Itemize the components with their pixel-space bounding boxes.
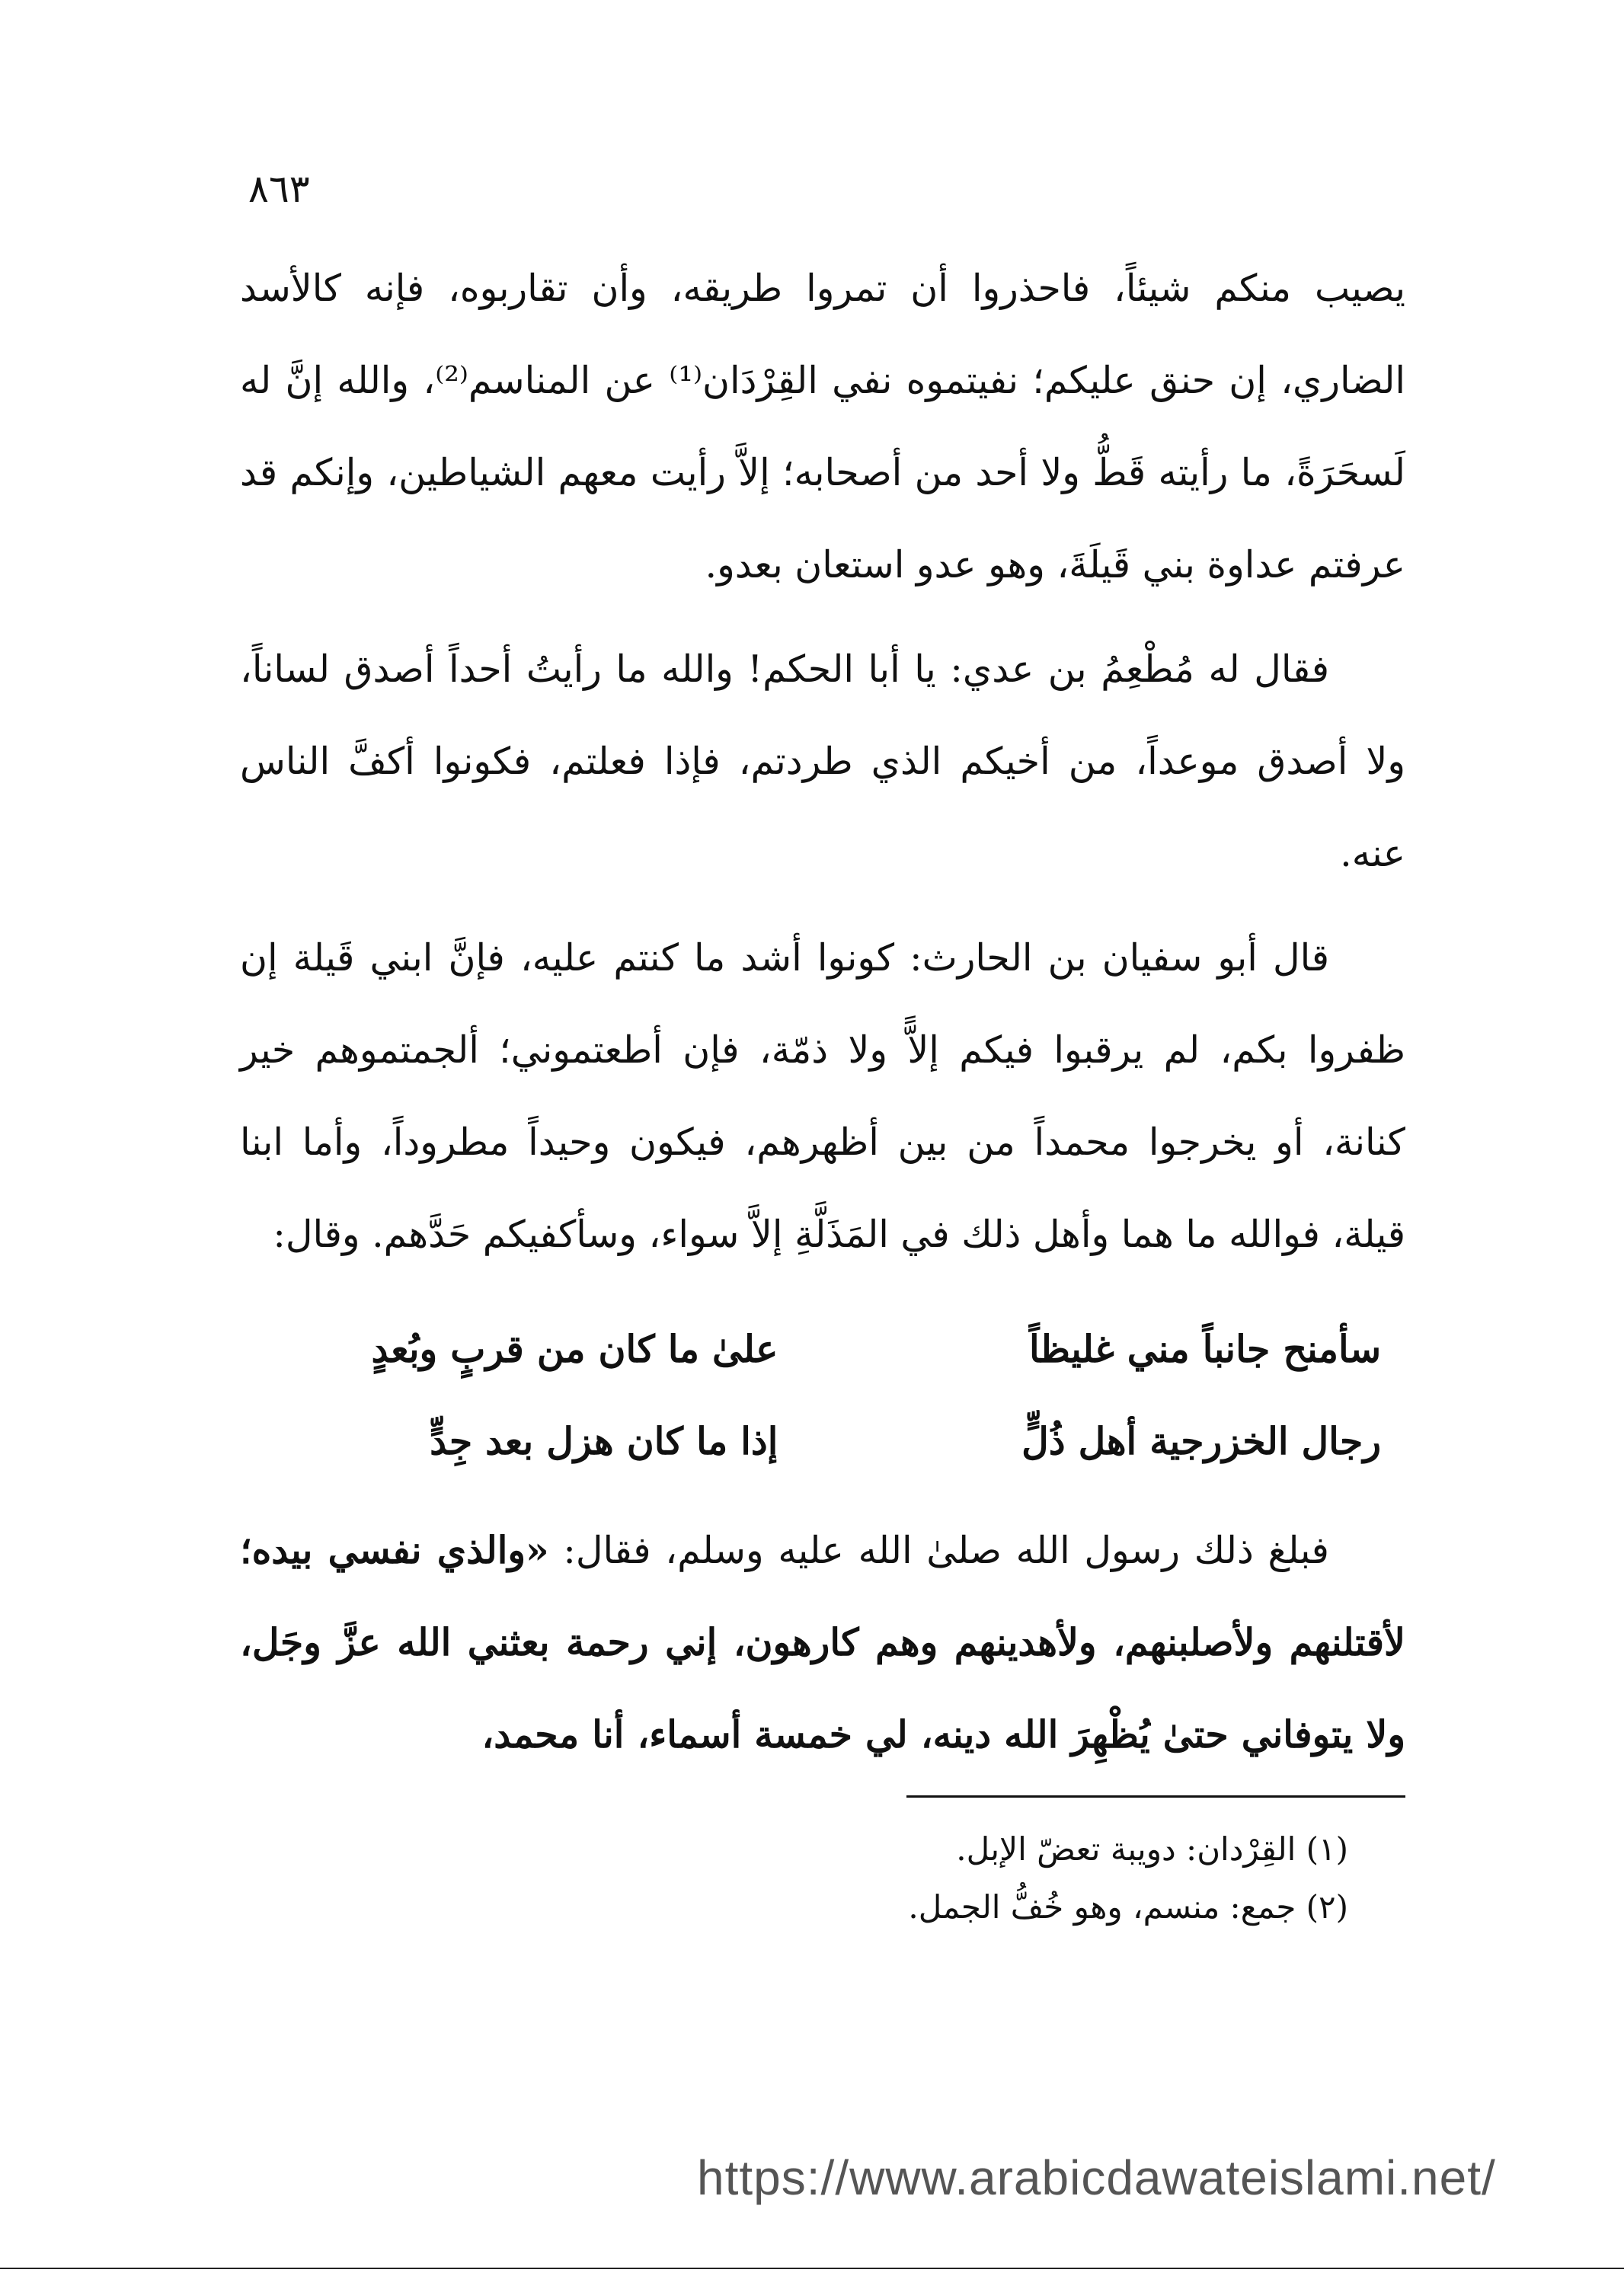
paragraph: قال أبو سفيان بن الحارث: كونوا أشد ما كنتم عليه، فإنَّ ابني قَيلة إن ظفروا بكم، لم يرقبوا فيكم إلاًّ ولا ذمّة، فإن أطعتموني؛ ألجمتموهم خير كنانة، أو يخرجوا محمداً من بين أظهرهم، فيكون وحيداً مطروداً، وأما ابنا قيلة، فوالله ما هما وأهل ذلك في المَذَلَّةِ إلاَّ سواء، وسأكفيكم حَدَّهم. وقال: <box>240 936 1405 1256</box>
poem <box>240 1303 1405 1488</box>
paragraph: يصيب منكم شيئاً، فاحذروا أن تمروا طريقه، وأن تقاربوه، فإنه كالأسد الضاري، إن حنق عليكم؛ نفيتموه نفي القِرْدَان⁽¹⁾ عن المناسم⁽²⁾، والله إنَّ له لَسحَرَةً، ما رأيته قَطُّ ولا أحد من أصحابه؛ إلاَّ رأيت معهم الشياطين، وإنكم قد عرفتم عداوة بني قَيلَةَ، وهو عدو استعان بعدو. <box>240 267 1405 587</box>
poem-verse <box>240 1395 1405 1488</box>
page-number: ٨٦٣ <box>248 167 310 211</box>
verse-second-hemistich: علىٰ ما كان من قربٍ وبُعدٍ <box>371 1327 778 1371</box>
footnote: (١) القِرْدان: دويبة تعضّ الإبل. <box>956 1830 1348 1868</box>
paragraph-text: فبلغ ذلك رسول الله صلىٰ الله عليه وسلم، فقال: <box>548 1529 1329 1572</box>
verse-first-hemistich: سأمنح جانباً مني غليظاً <box>1028 1327 1381 1371</box>
page-bottom-edge <box>0 2268 1624 2269</box>
main-text <box>240 242 1405 1781</box>
footnotes <box>762 1820 1348 1936</box>
hadith-quote: «والذي نفسي بيده؛ لأقتلنهم ولأصلبنهم، ولأهدينهم وهم كارهون، إني رحمة بعثني الله عزَّ وجَل، ولا يتوفاني حتىٰ يُظْهِرَ الله دينه، لي خمسة أسماء، أنا محمد، <box>240 1528 1405 1757</box>
verse-first-hemistich: رجال الخزرجية أهل ذُلٍّ <box>1021 1419 1381 1463</box>
poem-verse <box>240 1303 1405 1395</box>
footnote: (٢) جمع: منسم، وهو خُفُّ الجمل. <box>908 1888 1348 1926</box>
source-url-watermark: https://www.arabicdawateislami.net/ <box>697 2150 1496 2205</box>
verse-second-hemistich: إذا ما كان هزل بعد جِدٍّ <box>430 1419 778 1463</box>
paragraph <box>240 1504 1405 1781</box>
paragraph: فقال له مُطْعِمُ بن عدي: يا أبا الحكم! والله ما رأيتُ أحداً أصدق لساناً، ولا أصدق موعداً، من أخيكم الذي طردتم، فإذا فعلتم، فكونوا أكفَّ الناس عنه. <box>240 647 1405 875</box>
footnote-divider <box>906 1795 1405 1798</box>
